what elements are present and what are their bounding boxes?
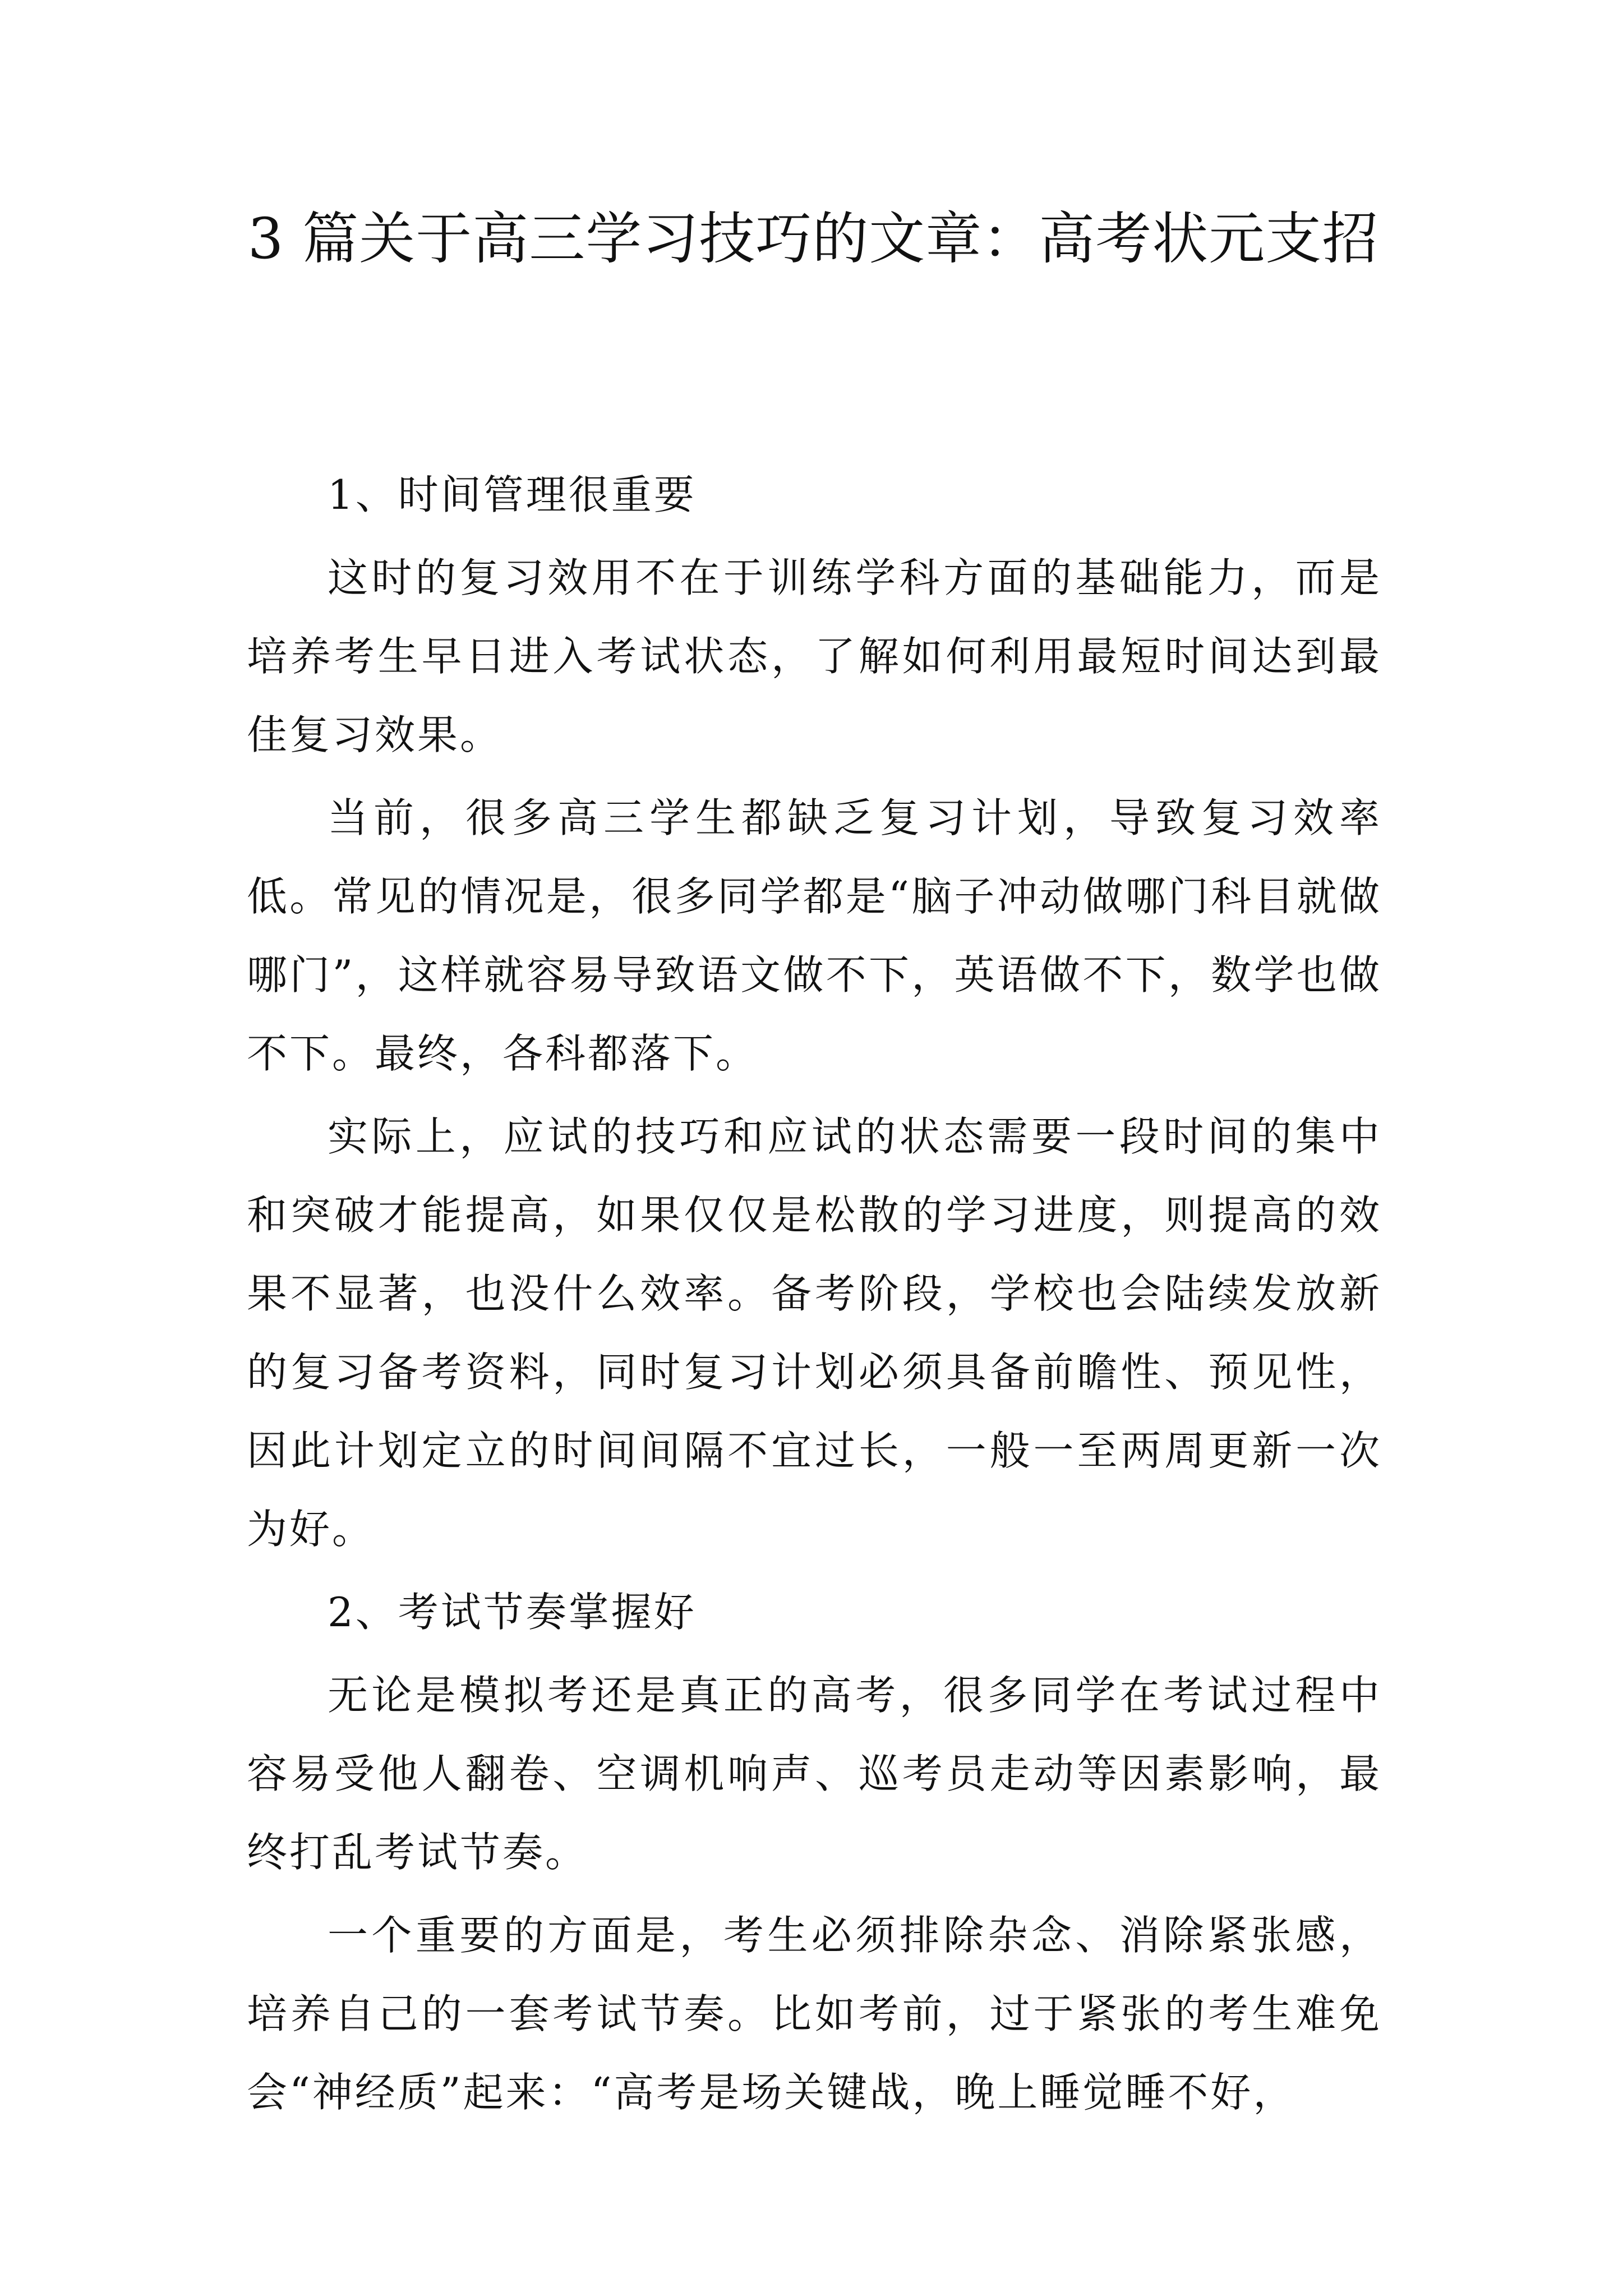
body-paragraph: 这时的复习效用不在于训练学科方面的基础能力，而是培养考生早日进入考试状态，了解如何利用最短时间达到最佳复习效果。	[247, 554, 1382, 758]
body-paragraph: 实际上，应试的技巧和应试的状态需要一段时间的集中和突破才能提高，如果仅仅是松散的学习进度，则提高的效果不显著，也没什么效率。备考阶段，学校也会陆续发放新的复习备考资料，同时复习计划必须具备前瞻性、预见性，因此计划定立的时间间隔不宜过长，一般一至两周更新一次为好。	[247, 1113, 1382, 1553]
body-paragraph: 无论是模拟考还是真正的高考，很多同学在考试过程中容易受他人翻卷、空调机响声、巡考员走动等因素影响，最终打乱考试节奏。	[247, 1672, 1382, 1876]
document-body	[247, 455, 1382, 2136]
document-title: 3 篇关于高三学习技巧的文章：高考状元支招	[247, 206, 1379, 272]
section-heading-exam-rhythm: 2、考试节奏掌握好	[328, 1589, 697, 1636]
body-paragraph: 一个重要的方面是，考生必须排除杂念、消除紧张感，培养自己的一套考试节奏。比如考前，过于紧张的考生难免会“神经质”起来：“高考是场关键战，晚上睡觉睡不好，	[247, 1912, 1382, 2116]
section-heading-time-management: 1、时间管理很重要	[328, 471, 697, 518]
body-paragraph: 当前，很多高三学生都缺乏复习计划，导致复习效率低。常见的情况是，很多同学都是“脑子冲动做哪门科目就做哪门”，这样就容易导致语文做不下，英语做不下，数学也做不下。最终，各科都落下。	[247, 794, 1382, 1077]
